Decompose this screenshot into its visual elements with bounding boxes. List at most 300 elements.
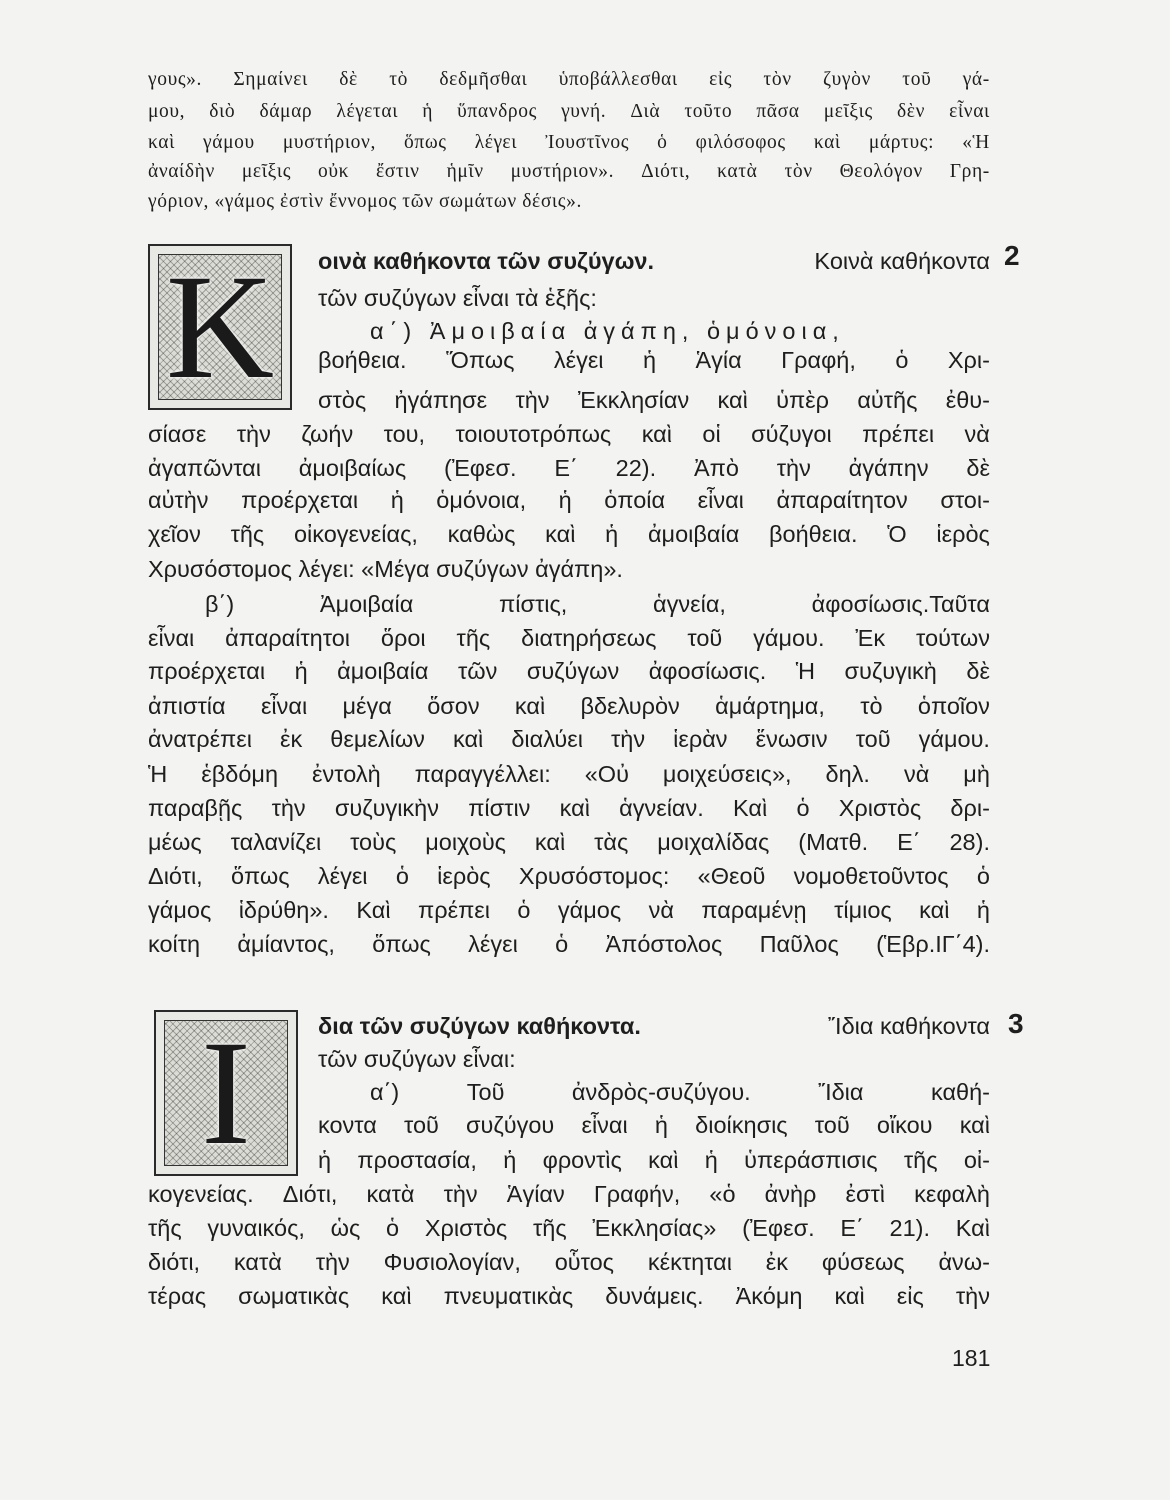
text-line [148,64,990,96]
word: διαλύει [511,726,583,752]
word: καὶ [648,1147,679,1173]
word: Ε΄ [554,455,578,481]
word: λέγεται [336,101,399,122]
word: κογενείας. [148,1181,254,1207]
word: μοιχεύσεις», [662,761,792,787]
word: Διὰ [630,101,661,122]
word: παραβῇς [148,795,243,821]
word: Ὁ [887,521,907,547]
word: Χρυσόστομος: [518,863,670,889]
word: Ἡ [148,761,168,787]
word: εἶναι [148,625,195,651]
word: ἠγάπησε [394,387,488,413]
word: Καὶ [955,1215,990,1241]
word: τὸ [389,69,408,90]
text-line: τῶν συζύγων εἶναι τὰ ἑξῆς: [318,285,597,311]
text-fragment: Κοινὰ καθήκοντα [807,248,990,274]
word: Ἀκόμη [735,1283,803,1309]
word: στοι- [940,487,990,513]
word: τὰς [594,829,629,855]
word: ἡ [605,521,619,547]
word: β΄) [205,591,235,617]
word: ἡ [642,347,657,373]
word: δὲν [897,101,926,122]
word: ὅπως [404,132,447,153]
word: ὁμόνοια, [436,487,527,513]
word: Σημαίνει [233,69,308,90]
drop-cap-letter: I [201,1010,251,1176]
word: γάμου [203,132,255,153]
word: γάμου. [753,625,825,651]
word: καὶ [813,132,841,153]
word: τῆς [148,1215,182,1241]
word: καὶ [514,693,546,719]
word: οἰ- [963,1147,990,1173]
word: αὐτὴν [148,487,209,513]
word: ἔστιν [376,161,420,182]
text-line [148,484,990,516]
word: (Ἐφεσ. [444,455,517,481]
word: Ε΄ [840,1215,864,1241]
word: του, [383,421,426,447]
word: Ἀμοιβαία [319,591,414,617]
word: μου, [148,101,186,122]
word: ἀμοιβαίως [298,455,407,481]
word: μέγα [342,693,392,719]
word: 22). [615,455,657,481]
word: ἀμίαντος, [237,931,335,957]
word: συζύγων [526,658,620,684]
word: «Θεοῦ [697,863,766,889]
word: ἐκ [765,1249,789,1275]
word: μεῖξις [823,101,873,122]
word: πίστιν [468,795,531,821]
word: ἀπαραίτητον [776,487,908,513]
word: ὅπως [230,863,290,889]
text-line [148,690,990,722]
word: ὁ [395,863,409,889]
word: οἴκου [876,1112,933,1138]
text-line [148,156,990,188]
text-line [148,1280,990,1312]
word: ὅπως [372,931,431,957]
word: θεμελίων [330,726,425,752]
word: δρι- [950,795,990,821]
word: ὑποβάλλεσθαι [558,69,678,90]
word: δηλ. [825,761,870,787]
text-line: γόριον, «γάμος ἐστὶν ἔννομος τῶν σωμάτων δέσις». [148,191,582,212]
word: ἱερὰν [673,726,728,752]
word: Χρι- [947,347,990,373]
text-line [148,452,990,484]
word: ἡ [976,897,990,923]
word: καὶ [148,132,175,153]
word: τὸν [763,69,792,90]
section-heading: δια τῶν συζύγων καθήκοντα. [318,1013,641,1039]
word: ὁ [796,795,810,821]
word: ἀπαραίτητοι [225,625,350,651]
word: ἐστὶ [845,1181,886,1207]
word: τὸν [784,161,813,182]
word: διατηρήσεως [521,625,657,651]
word: χεῖον [148,521,201,547]
word: μυστήριον». [510,161,615,182]
word: Θεολόγον [839,161,923,182]
word: γυναικός, [207,1215,305,1241]
word: ζυγὸν [823,69,871,90]
text-line [148,1178,990,1210]
word: ἕνωσιν [755,726,828,752]
word: ἀνω- [938,1249,990,1275]
word: ἐντολὴ [312,761,381,787]
word: Ἁγία [695,347,742,373]
word: φύσεως [821,1249,905,1275]
word: εἰς [709,69,733,90]
word: δυνάμεις. [605,1283,704,1309]
word: ἡ [318,1147,332,1173]
word: κατὰ [233,1249,282,1275]
word: ἑβδόμη [201,761,279,787]
word: βοήθεια. [769,521,858,547]
word: (Ἑβρ.ΙΓ΄4). [876,931,990,957]
word: (Ἐφεσ. [742,1215,815,1241]
word: ἐθυ- [945,387,990,413]
text-line [148,860,990,892]
word: ὁ [555,931,569,957]
word: καὶ [545,521,576,547]
word: Ἁγίαν [506,1181,565,1207]
word: τὴν [236,421,271,447]
word: ἡ [294,658,308,684]
word: καθή- [930,1079,990,1105]
word: νὰ [648,897,674,923]
word: ἀμοιβαία [647,521,740,547]
word: Τοῦ [466,1079,505,1105]
word: Ὅπως [445,347,515,373]
text-line [318,384,990,416]
text-line [148,723,990,755]
word: κοίτη [148,931,201,957]
word: γάμος [148,897,212,923]
text-line [370,1076,990,1108]
word: ἀνὴρ [764,1181,817,1207]
word: ταλανίζει [230,829,322,855]
text-line [148,655,990,687]
word: τῆς [456,625,491,651]
word: καὶ [381,1283,412,1309]
word: νὰ [964,421,990,447]
word: βδελυρὸν [580,693,680,719]
drop-cap-k [148,244,292,410]
word: δεδμῆσθαι [439,69,528,90]
word: ἀφοσίωσις.Ταῦτα [811,591,990,617]
word: μὴ [963,761,990,787]
word: μέως [148,829,202,855]
word: Χριστὸς [424,1215,508,1241]
text-fragment: Ἴδια καθήκοντα [821,1013,990,1039]
word: διότι, [148,1249,201,1275]
word: τοιουτοτρόπως [455,421,612,447]
text-line: τῶν συζύγων εἶναι: [318,1046,516,1072]
word: πίστις, [499,591,568,617]
word: μάρτυς: [868,132,935,153]
word: μοιχοὺς [425,829,506,855]
word: γυνή. [561,101,607,122]
word: τοῦ [687,625,723,651]
word: ὁ [386,1215,400,1241]
word: τῆς [532,1215,567,1241]
word: τίμιος [834,897,892,923]
word: 21). [889,1215,931,1241]
word: τὴν [610,726,646,752]
text-line [148,826,990,858]
word: ἡ [503,1147,517,1173]
word: διὸ [209,101,236,122]
word: καθὼς [447,521,516,547]
word: Ἐκ [855,625,886,651]
drop-cap-i [154,1010,298,1176]
word: κέκτηται [647,1249,732,1275]
word: Ε΄ [897,829,921,855]
text-line [205,588,990,620]
text-line [148,518,990,550]
word: ἀνδρὸς-συζύγου. [571,1079,751,1105]
word: τοῦτο [684,101,733,122]
word: κατὰ [366,1181,415,1207]
word: ἱδρύθη». [238,897,329,923]
word: κεφαλὴ [914,1181,990,1207]
word: εἶναι [260,693,308,719]
word: ἡ [390,487,404,513]
text-line [370,315,990,347]
word: ἀναίδὴν [148,161,215,182]
word: Παῦλος [759,931,839,957]
word: εἶναι [581,1112,628,1138]
word: γάμος [557,897,622,923]
word: νομοθετοῦντος [793,863,949,889]
text-line [148,622,990,654]
word: α΄) [370,1079,400,1105]
text-line [148,1246,990,1278]
word: Διότι, [282,1181,338,1207]
word: σωματικὰς [238,1283,350,1309]
drop-cap-letter: K [165,244,275,410]
word: προστασία, [357,1147,477,1173]
word: τὴν [776,455,811,481]
word: ἡ [704,1147,718,1173]
word: τούτων [916,625,990,651]
word: οἰκογενείας, [293,521,418,547]
word: φροντὶς [542,1147,622,1173]
word: Ἡ [795,658,816,684]
word: ἐκ [280,726,303,752]
word: ὅροι [380,625,426,651]
word: καὶ [534,829,566,855]
word: Καὶ [733,795,768,821]
word: συζυγικὴν [334,795,439,821]
word: ἁμάρτημα, [715,693,825,719]
word: φιλόσοφος [695,132,786,153]
word: τῆς [230,521,265,547]
word: τῶν [457,658,498,684]
word: συζύγου [466,1112,555,1138]
word: τέρας [148,1283,207,1309]
word: «ὁ [709,1181,736,1207]
word: μεῖξις [241,161,292,182]
word: βοήθεια. [318,347,407,373]
word: ἡ [654,1112,668,1138]
word: τοῦ [855,726,891,752]
word: τὴν [315,1249,350,1275]
word: Ἴδια [818,1079,864,1105]
word: ὁ [895,347,909,373]
word: ἀπιστία [148,693,226,719]
word: καὶ [452,726,484,752]
word: κοντα [318,1112,377,1138]
word: λέγει [468,931,518,957]
word: ἡ [558,487,572,513]
word: τῆς [903,1147,938,1173]
word: καὶ [834,1283,865,1309]
word: σίασε [148,421,207,447]
word: ὡς [330,1215,361,1241]
word: Ἀπόστολος [605,931,723,957]
word: ζωήν [301,421,354,447]
word: δάμαρ [259,101,313,122]
word: Ἀπὸ [693,455,739,481]
word: καὶ [559,795,590,821]
text-fragment: α΄) Ἀμοιβαία ἀγάπη, ὁμόνοια, [370,318,845,344]
word: τὴν [515,387,550,413]
word: Γρη- [949,161,990,182]
word: τοῦ [404,1112,439,1138]
text-line [148,418,990,450]
word: εἰς [896,1283,924,1309]
word: δὲ [339,69,358,90]
word: ἁγνείαν. [619,795,704,821]
word: ἀγαπῶνται [148,455,261,481]
word: ὁ [657,132,668,153]
word: πᾶσα [756,101,800,122]
page-number: 181 [952,1345,991,1371]
text-line [148,894,990,926]
word: εἶναι [697,487,744,513]
text-line [148,127,990,159]
word: καὶ [959,1112,990,1138]
text-line [318,1109,990,1141]
word: ὑπὲρ [776,387,830,413]
word: Διότι, [641,161,691,182]
word: καὶ [717,387,748,413]
word: προέρχεται [148,658,266,684]
word: Ἰουστῖνος [545,132,630,153]
section-heading-line [318,1010,990,1042]
word: ὕπανδρος [457,101,537,122]
word: λέγει [553,347,604,373]
word: ἀγάπην [848,455,929,481]
word: Γραφή, [781,347,856,373]
word: τοῦ [814,1112,850,1138]
section-heading: οινὰ καθήκοντα τῶν συζύγων. [318,248,655,274]
word: ἡμῖν [446,161,484,182]
word: τὸ [860,693,883,719]
word: ἱερὸς [437,863,491,889]
word: ὁποία [604,487,666,513]
section-number: 3 [1008,1008,1024,1039]
word: ὑπεράσπισις [744,1147,878,1173]
text-line [318,344,990,376]
word: δὲ [966,658,990,684]
word: λέγει [474,132,518,153]
word: προέρχεται [241,487,359,513]
word: τὴν [955,1283,990,1309]
word: Γραφήν, [593,1181,681,1207]
section-number: 2 [1004,240,1020,271]
word: κατὰ [717,161,758,182]
text-line [148,928,990,960]
word: τὴν [443,1181,478,1207]
word: ἀφοσίωσις. [648,658,767,684]
word: οὗτος [554,1249,615,1275]
text-line [148,96,990,128]
word: καὶ [919,897,950,923]
text-line [148,758,990,790]
word: αὐτῆς [857,387,918,413]
text-line [148,1212,990,1244]
word: συζυγικὴ [844,658,937,684]
word: μυστήριον, [282,132,376,153]
word: μοιχαλίδας [657,829,770,855]
word: ἁγνεία, [653,591,726,617]
word: Χριστὸς [838,795,922,821]
word: δὲ [966,455,990,481]
word: ἀμοιβαία [337,658,429,684]
word: ὁποῖον [917,693,990,719]
text-line [318,1144,990,1176]
word: τοὺς [350,829,397,855]
word: οἱ [702,421,721,447]
word: ὁ [517,897,531,923]
word: ἀνατρέπει [148,726,252,752]
text-line: Χρυσόστομος λέγει: «Μέγα συζύγων ἀγάπη». [148,556,623,582]
word: Ἐκκλησίας» [592,1215,717,1241]
word: ἡ [422,101,434,122]
word: παραγγέλλει: [414,761,551,787]
word: «Οὐ [584,761,629,787]
word: πρέπει [862,421,935,447]
word: διοίκησις [695,1112,788,1138]
word: οὐκ [318,161,350,182]
word: τὴν [271,795,306,821]
word: τοῦ [902,69,932,90]
word: γους». [148,69,202,90]
word: εἶναι [949,101,990,122]
word: γάμου. [918,726,990,752]
word: σύζυγοι [751,421,832,447]
word: γά- [962,69,990,90]
word: 28). [949,829,990,855]
word: Ἐκκλησίαν [577,387,690,413]
word: πρέπει [418,897,490,923]
word: στὸς [318,387,367,413]
word: ὁ [976,863,990,889]
text-line [148,792,990,824]
word: ἱερὸς [936,521,990,547]
word: νὰ [903,761,930,787]
word: πνευματικὰς [443,1283,574,1309]
word: Φυσιολογίαν, [383,1249,521,1275]
word: ὅσον [427,693,480,719]
